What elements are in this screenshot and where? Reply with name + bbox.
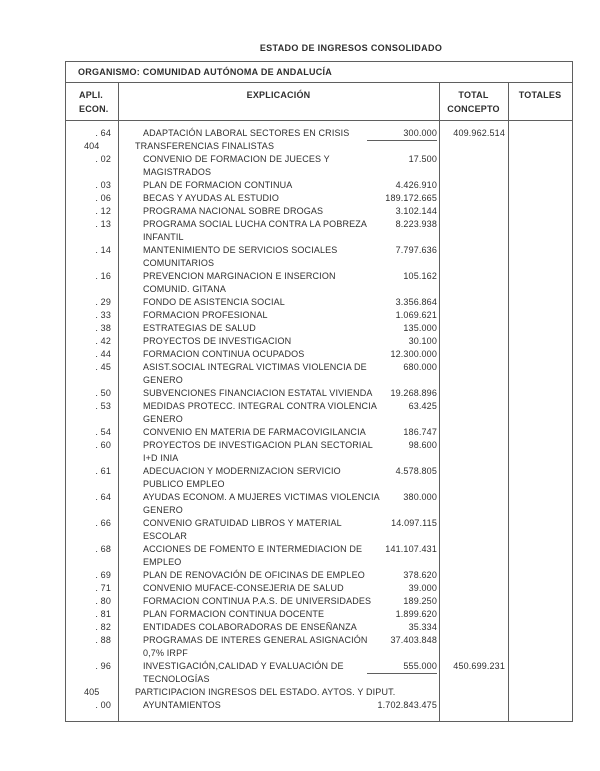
total-concepto-value [439, 608, 508, 621]
header-explicacion: EXPLICACIÓN [246, 90, 311, 100]
explicacion-label: BECAS Y AYUDAS AL ESTUDIO [143, 193, 279, 203]
importe-value: 4.426.910 [395, 180, 437, 190]
explicacion-cell [118, 387, 439, 400]
organismo-header [65, 61, 573, 83]
apli-econ-code: . 82 [95, 622, 111, 632]
importe-value: 1.069.621 [395, 310, 437, 320]
explicacion-label: TRANSFERENCIAS FINALISTAS [135, 141, 275, 151]
total-concepto-value [439, 400, 508, 426]
table-row [66, 218, 572, 244]
explicacion-cell [118, 179, 439, 192]
explicacion-cell [118, 634, 439, 660]
total-concepto-value [439, 543, 508, 569]
importe-value: 680.000 [403, 362, 437, 372]
importe-value: 12.300.000 [390, 349, 437, 359]
explicacion-cell [118, 153, 439, 179]
importe-value: 37.403.848 [390, 635, 437, 645]
table-row [66, 491, 572, 517]
table-header-row [66, 83, 572, 121]
explicacion-label: MANTENIMIENTO DE SERVICIOS SOCIALES COMUNITARIOS [143, 245, 338, 268]
explicacion-label: PLAN DE RENOVACIÓN DE OFICINAS DE EMPLEO [143, 570, 365, 580]
explicacion-label: PROGRAMA SOCIAL LUCHA CONTRA LA POBREZA INFANTIL [143, 219, 367, 242]
explicacion-cell [118, 205, 439, 218]
apli-econ-code: . 54 [95, 427, 111, 437]
totales-cell [508, 361, 572, 387]
table-row [66, 400, 572, 426]
total-concepto-value [439, 387, 508, 400]
apli-econ-code: . 29 [95, 297, 111, 307]
table-row [66, 517, 572, 543]
table-row [66, 335, 572, 348]
explicacion-cell [118, 621, 439, 634]
explicacion-label: PROYECTOS DE INVESTIGACION [143, 336, 292, 346]
apli-econ-code: 405 [84, 687, 100, 697]
explicacion-cell [118, 582, 439, 595]
apli-econ-code: . 60 [95, 440, 111, 450]
table-row [66, 426, 572, 439]
totales-cell [508, 660, 572, 686]
importe-value: 300.000 [367, 127, 437, 141]
table-row [66, 595, 572, 608]
apli-econ-code: . 64 [95, 492, 111, 502]
explicacion-cell [118, 595, 439, 608]
explicacion-label: AYUNTAMIENTOS [143, 700, 221, 710]
totales-cell [508, 348, 572, 361]
apli-econ-code: . 13 [95, 219, 111, 229]
table-row [66, 621, 572, 634]
totales-cell [508, 400, 572, 426]
page-title: ESTADO DE INGRESOS CONSOLIDADO [259, 43, 443, 53]
totales-cell [508, 127, 572, 140]
explicacion-cell [118, 465, 439, 491]
apli-econ-code: . 69 [95, 570, 111, 580]
importe-value: 105.162 [403, 271, 437, 281]
importe-value: 186.747 [403, 427, 437, 437]
importe-value: 1.899.620 [395, 609, 437, 619]
importe-value: 189.172.665 [385, 193, 437, 203]
table-row [66, 153, 572, 179]
apli-econ-code: . 81 [95, 609, 111, 619]
totales-cell [508, 569, 572, 582]
totales-cell [508, 153, 572, 179]
table-row [66, 361, 572, 387]
importe-value: 8.223.938 [395, 219, 437, 229]
totales-cell [508, 218, 572, 244]
apli-econ-code: . 71 [95, 583, 111, 593]
explicacion-label: FONDO DE ASISTENCIA SOCIAL [143, 297, 285, 307]
apli-econ-code: . 16 [95, 271, 111, 281]
explicacion-cell [118, 322, 439, 335]
apli-econ-code: . 45 [95, 362, 111, 372]
apli-econ-code: . 61 [95, 466, 111, 476]
explicacion-label: CONVENIO GRATUIDAD LIBROS Y MATERIAL ESCOLAR [143, 518, 342, 541]
total-concepto-value: 450.699.231 [453, 661, 505, 671]
importe-value: 39.000 [408, 583, 437, 593]
header-apli-line1: APLI. [79, 90, 104, 100]
table-row [66, 699, 572, 712]
explicacion-label: CONVENIO MUFACE-CONSEJERIA DE SALUD [143, 583, 344, 593]
explicacion-label: SUBVENCIONES FINANCIACION ESTATAL VIVIENDA [143, 388, 373, 398]
column-divider [508, 83, 509, 721]
importe-value: 98.600 [408, 440, 437, 450]
totales-cell [508, 140, 572, 153]
importe-value: 35.334 [408, 622, 437, 632]
apli-econ-code: . 38 [95, 323, 111, 333]
total-concepto-value [439, 582, 508, 595]
importe-value: 63.425 [408, 401, 437, 411]
explicacion-label: ENTIDADES COLABORADORAS DE ENSEÑANZA [143, 622, 357, 632]
table-row [66, 439, 572, 465]
table-row [66, 634, 572, 660]
explicacion-cell [118, 361, 439, 387]
totales-cell [508, 192, 572, 205]
apli-econ-code: . 03 [95, 180, 111, 190]
explicacion-label: CONVENIO EN MATERIA DE FARMACOVIGILANCIA [143, 427, 366, 437]
organismo-label: ORGANISMO: COMUNIDAD AUTÓNOMA DE ANDALUCÍA [78, 67, 332, 77]
explicacion-cell [118, 517, 439, 543]
importe-value: 3.356.864 [395, 297, 437, 307]
apli-econ-code: . 02 [95, 154, 111, 164]
importe-value: 555.000 [367, 660, 437, 674]
explicacion-label: CONVENIO DE FORMACION DE JUECES Y MAGISTRADOS [143, 154, 330, 177]
totales-cell [508, 179, 572, 192]
importe-value: 17.500 [408, 154, 437, 164]
importe-value: 7.797.636 [395, 245, 437, 255]
table-row [66, 660, 572, 686]
apli-econ-code: . 64 [95, 128, 111, 138]
importe-value: 19.268.896 [390, 388, 437, 398]
explicacion-cell [118, 244, 439, 270]
table-row [66, 543, 572, 569]
header-total-line1: TOTAL [458, 90, 489, 100]
total-concepto-value [439, 491, 508, 517]
explicacion-label: PREVENCION MARGINACION E INSERCION COMUNID. GITANA [143, 271, 336, 294]
explicacion-label: PROGRAMAS DE INTERES GENERAL ASIGNACIÓN 0,7% IRPF [143, 635, 368, 658]
explicacion-cell [118, 218, 439, 244]
table-row [66, 296, 572, 309]
explicacion-label: FORMACION PROFESIONAL [143, 310, 268, 320]
table-grid [65, 83, 573, 722]
explicacion-cell [118, 127, 439, 140]
column-divider [439, 83, 440, 721]
total-concepto-value [439, 205, 508, 218]
apli-econ-code: . 12 [95, 206, 111, 216]
explicacion-label: INVESTIGACIÓN,CALIDAD Y EVALUACIÓN DE TECNOLOGÍAS [143, 661, 344, 684]
explicacion-label: PLAN FORMACION CONTINUA DOCENTE [143, 609, 325, 619]
total-concepto-value [439, 192, 508, 205]
table-row [66, 686, 572, 699]
apli-econ-code: . 06 [95, 193, 111, 203]
total-concepto-value [439, 244, 508, 270]
explicacion-label: PARTICIPACION INGRESOS DEL ESTADO. AYTOS. Y DIPUT. [135, 687, 396, 697]
totales-cell [508, 296, 572, 309]
table-row [66, 192, 572, 205]
apli-econ-code: . 66 [95, 518, 111, 528]
header-total-line2: CONCEPTO [447, 104, 500, 114]
table-row [66, 244, 572, 270]
explicacion-label: ASIST.SOCIAL INTEGRAL VICTIMAS VIOLENCIA DE GENERO [143, 362, 367, 385]
totales-cell [508, 335, 572, 348]
totales-cell [508, 517, 572, 543]
totales-cell [508, 309, 572, 322]
totales-cell [508, 439, 572, 465]
total-concepto-value [439, 699, 508, 712]
explicacion-cell [118, 439, 439, 465]
importe-value: 4.578.805 [395, 466, 437, 476]
explicacion-cell [118, 335, 439, 348]
total-concepto-value [439, 296, 508, 309]
explicacion-label: ADECUACION Y MODERNIZACION SERVICIO PUBLICO EMPLEO [143, 466, 341, 489]
table-row [66, 582, 572, 595]
total-concepto-value [439, 595, 508, 608]
explicacion-cell [118, 491, 439, 517]
totales-cell [508, 244, 572, 270]
explicacion-cell [118, 296, 439, 309]
totales-cell [508, 270, 572, 296]
apli-econ-code: . 68 [95, 544, 111, 554]
apli-econ-code: 404 [84, 141, 100, 151]
totales-cell [508, 387, 572, 400]
total-concepto-value [439, 569, 508, 582]
totales-cell [508, 465, 572, 491]
header-apli-line2: ECON. [79, 104, 109, 114]
total-concepto-value: 409.962.514 [453, 128, 505, 138]
explicacion-label: ACCIONES DE FOMENTO E INTERMEDIACION DE EMPLEO [143, 544, 363, 567]
importe-value: 378.620 [403, 570, 437, 580]
explicacion-label: ADAPTACIÓN LABORAL SECTORES EN CRISIS [143, 128, 350, 138]
total-concepto-value [439, 439, 508, 465]
explicacion-cell [118, 569, 439, 582]
explicacion-cell [118, 309, 439, 322]
apli-econ-code: . 50 [95, 388, 111, 398]
total-concepto-value [439, 634, 508, 660]
header-totales: TOTALES [518, 90, 562, 100]
total-concepto-value [439, 179, 508, 192]
explicacion-label: FORMACION CONTINUA P.A.S. DE UNIVERSIDADES [143, 596, 372, 606]
explicacion-cell [118, 400, 439, 426]
explicacion-label: FORMACION CONTINUA OCUPADOS [143, 349, 305, 359]
header-apli-econ [66, 83, 118, 120]
explicacion-cell [118, 543, 439, 569]
total-concepto-value [439, 686, 508, 699]
totales-cell [508, 686, 572, 699]
explicacion-cell [118, 608, 439, 621]
total-concepto-value [439, 335, 508, 348]
apli-econ-code: . 42 [95, 336, 111, 346]
table-row [66, 127, 572, 140]
explicacion-label: PROGRAMA NACIONAL SOBRE DROGAS [143, 206, 324, 216]
table-row [66, 465, 572, 491]
total-concepto-value [439, 322, 508, 335]
table-row [66, 270, 572, 296]
totales-cell [508, 322, 572, 335]
total-concepto-value [439, 361, 508, 387]
total-concepto-value [439, 621, 508, 634]
totales-cell [508, 205, 572, 218]
apli-econ-code: . 96 [95, 661, 111, 671]
totales-cell [508, 491, 572, 517]
apli-econ-code: . 44 [95, 349, 111, 359]
explicacion-cell [118, 192, 439, 205]
totales-cell [508, 543, 572, 569]
totales-cell [508, 595, 572, 608]
apli-econ-code: . 53 [95, 401, 111, 411]
importe-value: 189.250 [403, 596, 437, 606]
explicacion-cell [118, 686, 439, 699]
importe-value: 1.702.843.475 [377, 700, 437, 710]
explicacion-label: AYUDAS ECONOM. A MUJERES VICTIMAS VIOLENCIA GENERO [143, 492, 380, 515]
explicacion-cell [118, 140, 439, 153]
table-row [66, 608, 572, 621]
total-concepto-value [439, 140, 508, 153]
totales-cell [508, 426, 572, 439]
total-concepto-value [439, 309, 508, 322]
explicacion-cell [118, 270, 439, 296]
total-concepto-value [439, 465, 508, 491]
total-concepto-value [439, 426, 508, 439]
ingresos-table [65, 61, 573, 722]
totales-cell [508, 608, 572, 621]
totales-cell [508, 582, 572, 595]
table-row [66, 179, 572, 192]
table-row [66, 309, 572, 322]
explicacion-label: PROYECTOS DE INVESTIGACION PLAN SECTORIAL I+D INIA [143, 440, 373, 463]
apli-econ-code: . 14 [95, 245, 111, 255]
importe-value: 3.102.144 [395, 206, 437, 216]
table-row [66, 569, 572, 582]
apli-econ-code: . 33 [95, 310, 111, 320]
importe-value: 14.097.115 [391, 518, 437, 528]
table-row [66, 387, 572, 400]
table-row [66, 140, 572, 153]
explicacion-label: ESTRATEGIAS DE SALUD [143, 323, 256, 333]
explicacion-cell [118, 348, 439, 361]
total-concepto-value [439, 517, 508, 543]
totales-cell [508, 621, 572, 634]
table-row [66, 205, 572, 218]
apli-econ-code: . 80 [95, 596, 111, 606]
table-row [66, 348, 572, 361]
importe-value: 380.000 [403, 492, 437, 502]
explicacion-cell [118, 426, 439, 439]
table-body [66, 121, 572, 712]
total-concepto-value [439, 218, 508, 244]
total-concepto-value [439, 270, 508, 296]
table-row [66, 322, 572, 335]
explicacion-cell [118, 660, 439, 686]
apli-econ-code: . 00 [95, 700, 111, 710]
header-total-concepto [439, 83, 508, 120]
explicacion-label: MEDIDAS PROTECC. INTEGRAL CONTRA VIOLENCIA GENERO [143, 401, 377, 424]
apli-econ-code: . 88 [95, 635, 111, 645]
importe-value: 141.107.431 [385, 544, 437, 554]
importe-value: 30.100 [408, 336, 437, 346]
total-concepto-value [439, 348, 508, 361]
totales-cell [508, 699, 572, 712]
explicacion-cell [118, 699, 439, 712]
importe-value: 135.000 [403, 323, 437, 333]
total-concepto-value [439, 153, 508, 179]
totales-cell [508, 634, 572, 660]
explicacion-label: PLAN DE FORMACION CONTINUA [143, 180, 293, 190]
